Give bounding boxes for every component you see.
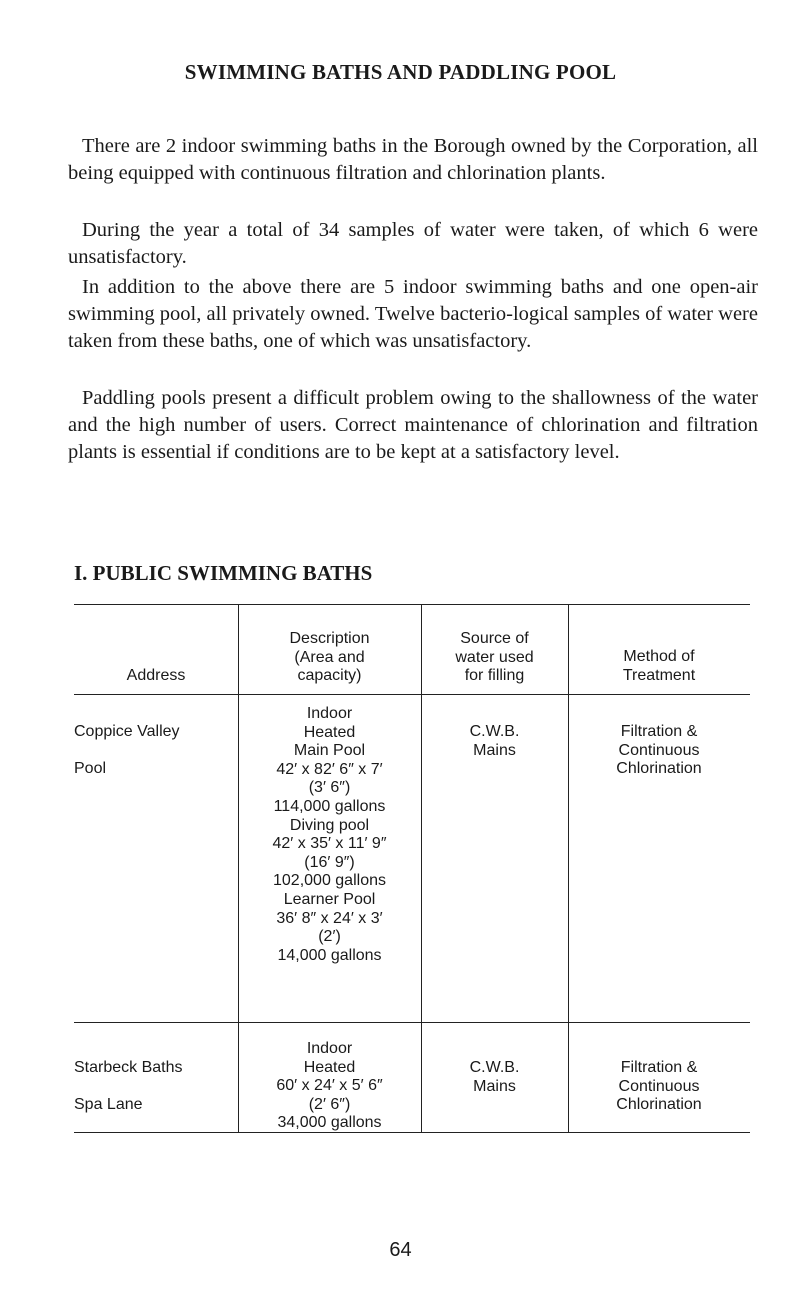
paragraph-samples: During the year a total of 34 samples of water were taken, of which 6 were unsatisfactory. (68, 218, 758, 268)
header-bottom-rule (74, 694, 750, 695)
header-method: Method of Treatment (622, 648, 696, 684)
section-heading: I. PUBLIC SWIMMING BATHS (74, 561, 373, 585)
row2-description: Indoor Heated 60′ x 24′ x 5′ 6″ (2′ 6″) 34,000 gallons (276, 1040, 383, 1132)
row1-description: Indoor Heated Main Pool 42′ x 82′ 6″ x 7′ (3′ 6″) 114,000 gallons Diving pool 42′ x 35′ x 11′ 9″ (16′ 9″) 102,000 gallons Learner Pool 36′ 8″ x 24′ x 3′ (2′) 14,000 gallons (272, 705, 387, 964)
header-description: Description (Area and capacity) (289, 630, 370, 685)
row2-source: C.W.B. Mains (469, 1059, 520, 1095)
paragraph-private-baths: In addition to the above there are 5 indoor swimming baths and one open-air swimming pool, all privately owned. Twelve bacterio-logical samples of water were taken from these baths, one of which was unsatisfactory. (68, 275, 758, 352)
table-top-rule (74, 604, 750, 605)
header-address: Address (126, 667, 186, 684)
paragraph-corporation-baths: There are 2 indoor swimming baths in the Borough owned by the Corporation, all being equipped with continuous filtration and chlorination plants. (68, 134, 758, 184)
row1-address-name: Coppice Valley (74, 723, 180, 740)
header-source: Source of water used for filling (455, 630, 534, 685)
row1-address-suffix: Pool (74, 760, 107, 777)
row1-source: C.W.B. Mains (469, 723, 520, 759)
row1-method: Filtration & Continuous Chlorination (616, 723, 702, 778)
row2-address-name: Starbeck Baths (74, 1059, 183, 1076)
row2-method: Filtration & Continuous Chlorination (616, 1059, 702, 1114)
page-title: SWIMMING BATHS AND PADDLING POOL (184, 60, 617, 84)
row2-address-street: Spa Lane (74, 1096, 143, 1113)
row-divider-rule (74, 1022, 750, 1023)
page-number: 64 (389, 1239, 412, 1261)
paragraph-paddling-pools: Paddling pools present a difficult problem owing to the shallowness of the water and the high number of users. Correct maintenance of chlorination and filtration plants is essential if conditions are to be kept at a satisfactory level. (68, 386, 758, 463)
